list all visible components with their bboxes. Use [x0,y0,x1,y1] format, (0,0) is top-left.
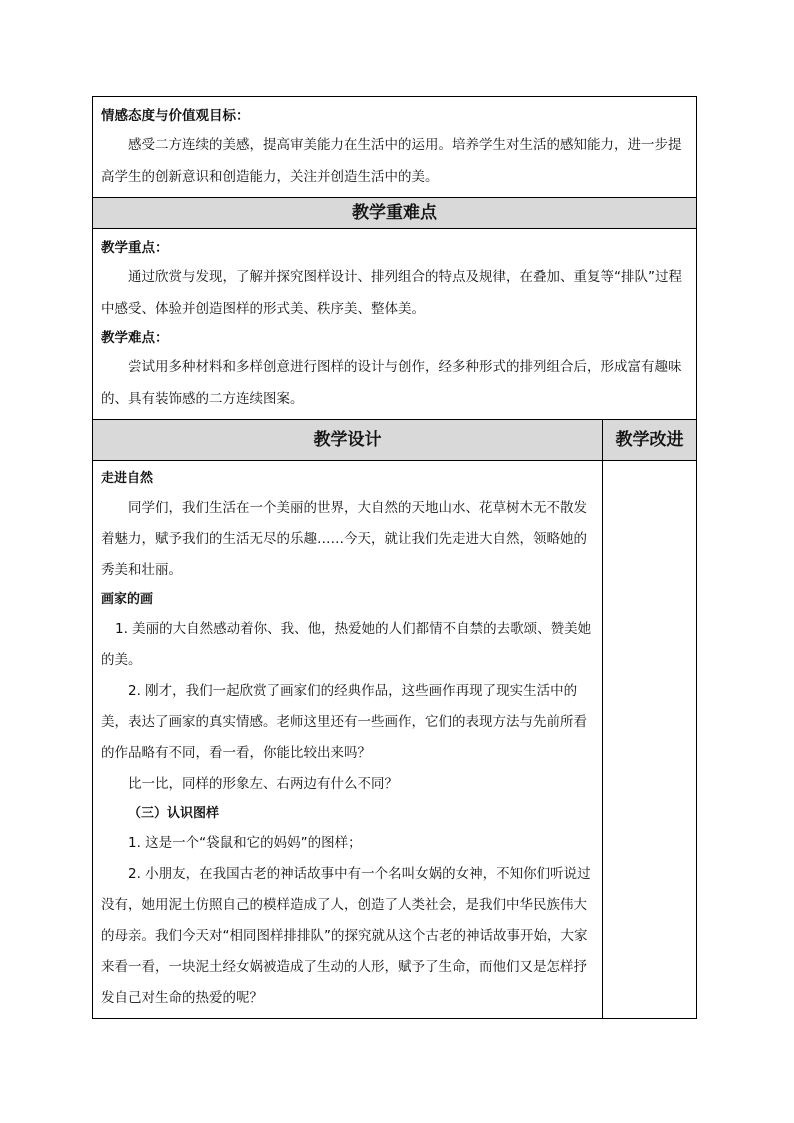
improvement-header: 教学改进 [603,420,697,461]
difficult-point-text: 尝试用多种材料和多样创意进行图样的设计与创作，经多种形式的排列组合后，形成富有趣味的、具有装饰感的二方连续图案。 [101,359,682,407]
paintings-paragraph-3: 比一比，同样的形象左、右两边有什么不同？ [128,776,398,792]
key-point-label: 教学重点： [101,240,169,256]
goals-text: 感受二方连续的美感，提高审美能力在生活中的运用。培养学生对生活的感知能力，进一步提高学生的创新意识和创造能力，关注并创造生活中的美。 [101,137,682,185]
section-title-patterns: （三）认识图样 [128,806,220,821]
section-text-nature: 同学们，我们生活在一个美丽的世界，大自然的天地山水、花草树木无不散发着魅力，赋予我们的生活无尽的乐趣……今天，就让我们先走进大自然，领略她的秀美和壮丽。 [101,500,587,578]
paintings-paragraph-2: 2. 刚才，我们一起欣赏了画家们的经典作品，这些画作再现了现实生活中的美，表达了画家的真实情感。老师这里还有一些画作，它们的表现方法与先前所看的作品略有不同，看一看，你能比较出来吗？ [101,683,587,761]
section-title-paintings: 画家的画 [101,592,154,607]
goals-row [93,97,697,198]
lesson-plan-table [92,96,697,1019]
key-difficult-cell [93,229,697,420]
patterns-paragraph-1: 1. 这是一个“袋鼠和它的妈妈”的图样； [128,835,362,851]
goals-label: 情感态度与价值观目标： [101,108,250,124]
key-difficult-header-row [93,198,697,229]
design-body-cell [93,461,603,1019]
difficult-point-label: 教学难点： [101,330,169,346]
section-title-nature: 走进自然 [101,471,154,486]
patterns-paragraph-2: 2. 小朋友，在我国古老的神话故事中有一个名叫女娲的女神，不知你们听说过没有，她用泥土仿照自己的模样造成了人，创造了人类社会，是我们中华民族伟大的母亲。我们今天对“相同图样排排队”的探究就从这个古老的神话故事开始，大家来看一看，一块泥土经女娲被造成了生动的人形，赋予了生命，而他们又是怎样抒发自己对生命的热爱的呢？ [101,866,591,1006]
key-difficult-row [93,229,697,420]
paintings-paragraph-1: 1. 美丽的大自然感动着你、我、他，热爱她的人们都情不自禁的去歌颂、赞美她的美。 [101,621,592,668]
design-body-row [93,461,697,1019]
design-header: 教学设计 [93,420,603,461]
lesson-plan-page [92,96,696,1019]
goals-cell [93,97,697,198]
key-difficult-header: 教学重难点 [93,198,697,229]
key-point-text: 通过欣赏与发现，了解并探究图样设计、排列组合的特点及规律，在叠加、重复等“排队”过程中感受、体验并创造图样的形式美、秩序美、整体美。 [101,269,682,317]
improvement-body-cell [603,461,697,1019]
design-header-row [93,420,697,461]
